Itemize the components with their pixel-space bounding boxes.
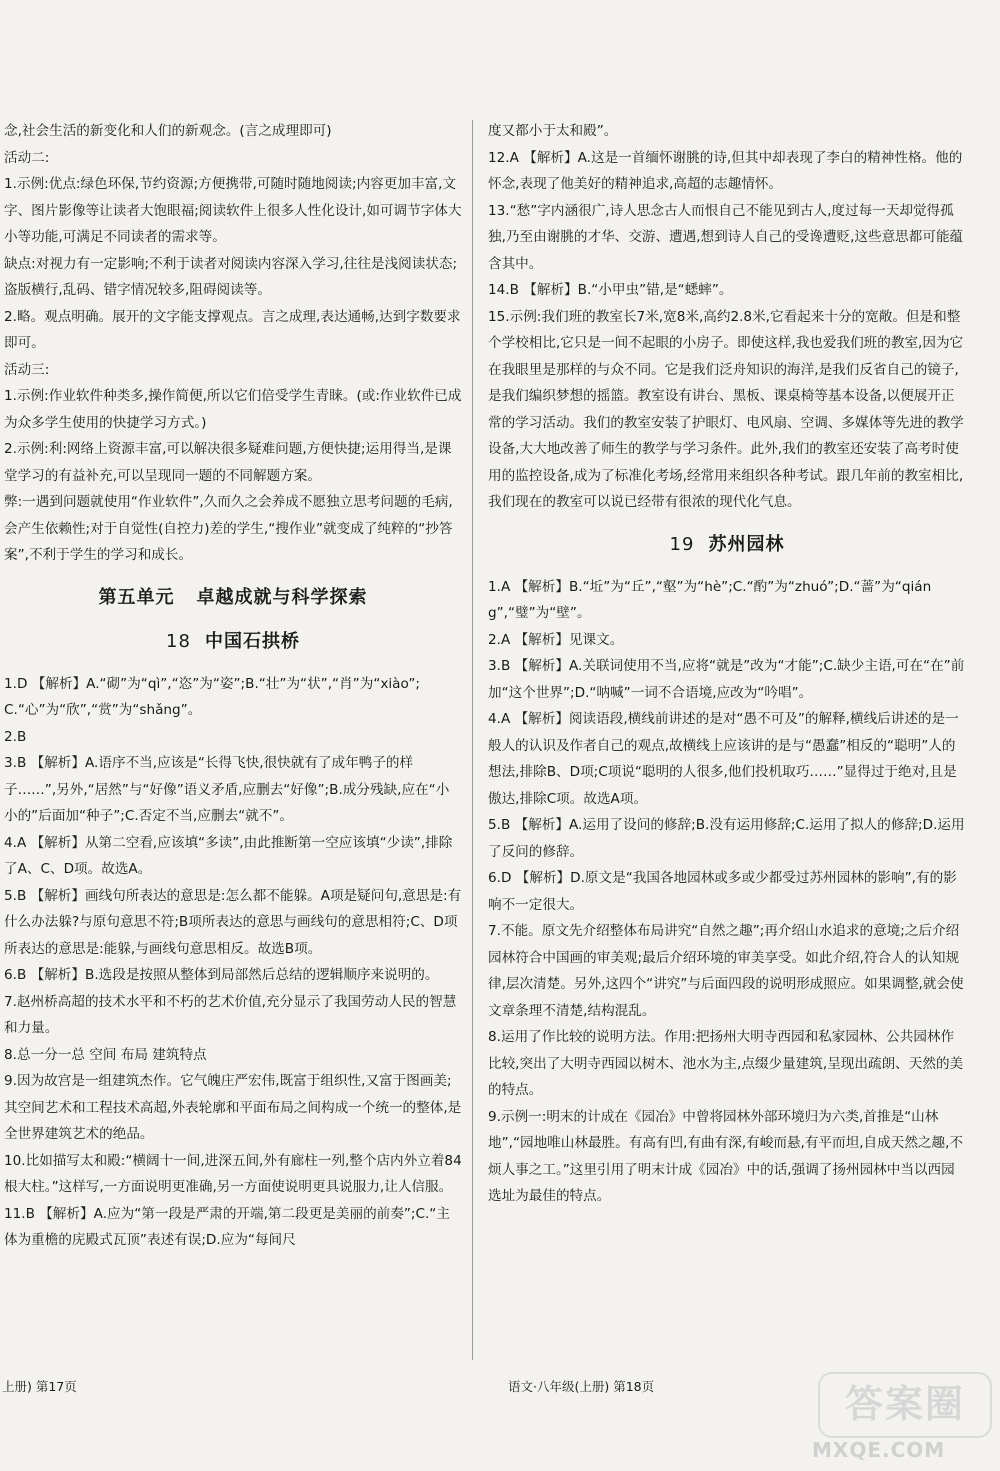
footer-left-page-label: 上册) 第17页 [2,1379,77,1394]
answer-paragraph: 8.运用了作比较的说明方法。作用:把扬州大明寺西园和私家园林、公共园林作比较,突出了大明寺西园以树木、池水为主,点缀少量建筑,呈现出疏朗、天然的美的特点。 [488,1029,964,1098]
answer-paragraph: 11.B 【解析】A.应为“第一段是严肃的开端,第二段更是美丽的前奏”;C.“主体为重檐的庑殿式瓦顶”表述有误;D.应为“每间尺 [4,1205,450,1248]
answer-paragraph: 2.B [4,728,27,745]
answer-paragraph: 缺点:对视力有一定影响;不利于读者对阅读内容深入学习,往往是浅阅读状态;盗版横行,乱码、错字情况较多,阻碍阅读等。 [4,255,458,298]
right-text-block-b [488,574,966,1210]
answer-paragraph: 活动三: [4,361,50,378]
watermark-logo: 答案圈 [818,1372,992,1438]
answer-paragraph: 3.B 【解析】A.语序不当,应该是“长得飞快,很快就有了成年鸭子的样子……”,另外,“居然”与“好像”语义矛盾,应删去“好像”;B.成分残缺,应在“小小的”后面加“种子”;C.否定不当,应删去“就不”。 [4,755,450,824]
answer-paragraph: 6.B 【解析】B.选段是按照从整体到局部然后总结的逻辑顺序来说明的。 [4,967,439,983]
lesson-number: 18 [166,630,191,652]
watermark-url: MXQE.COM [812,1438,946,1462]
answer-paragraph: 15.示例:我们班的教室长7米,宽8米,高约2.8米,它看起来十分的宽敞。但是和整个学校相比,它只是一间不起眼的小房子。即使这样,我也爱我们班的教室,因为它在我眼里是那样的与众不同。它是我们泛舟知识的海洋,是我们反省自己的镜子,是我们编织梦想的摇篮。教室设有讲台、黑板、课桌椅等基本设备,以便展开正常的学习活动。我们的教室安装了护眼灯、电风扇、空调、多媒体等先进的教学设备,大大地改善了师生的教学与学习条件。此外,我们的教室还安装了高考时使用的监控设备,成为了标准化考场,经常用来组织各种考试。跟几年前的教室相比,我们现在的教室可以说已经带有很浓的现代化气息。 [488,308,964,510]
answer-paragraph: 念,社会生活的新变化和人们的新观念。(言之成理即可) [4,123,332,139]
answer-paragraph: 4.A 【解析】阅读语段,横线前讲述的是对“愚不可及”的解释,横线后讲述的是一般人的认识及作者自己的观点,故横线上应该讲的是与“愚蠢”相反的“聪明”人的想法,排除B、D项;C项说“聪明的人很多,他们投机取巧……”显得过于绝对,且是傲达,排除C项。故选A项。 [488,711,959,807]
answer-paragraph: 活动二: [4,149,50,166]
answer-paragraph: 4.A 【解析】从第二空看,应该填“多读”,由此推断第一空应该填“少读”,排除了A、C、D项。故选A。 [4,834,453,877]
answer-paragraph: 1.示例:优点:绿色环保,节约资源;方便携带,可随时随地阅读;内容更加丰富,文字、图片影像等让读者大饱眼福;阅读软件上很多人性化设计,如可调节字体大小等功能,可满足不同读者的需求等。 [4,176,462,245]
column-divider [472,120,473,1360]
answer-paragraph: 6.D 【解析】D.原文是“我国各地园林或多或少都受过苏州园林的影响”,有的影响不一定很大。 [488,870,957,913]
left-column [4,118,462,1254]
answer-paragraph: 14.B 【解析】B.“小甲虫”错,是“蟋蟀”。 [488,282,733,298]
answer-paragraph: 度又都小于太和殿”。 [488,123,618,139]
unit-number: 第五单元 [98,586,175,608]
answer-paragraph: 9.因为故宫是一组建筑杰作。它气魄庄严宏伟,既富于组织性,又富于图画美;其空间艺术和工程技术高超,外表轮廓和平面布局之间构成一个统一的整体,是全世界建筑艺术的绝品。 [4,1073,462,1142]
answer-paragraph: 2.示例:利:网络上资源丰富,可以解决很多疑难问题,方便快捷;运用得当,是课堂学习的有益补充,可以呈现同一题的不同解题方案。 [4,441,452,484]
lesson-19-heading [488,530,966,560]
unit-heading [4,583,462,613]
left-text-block-b [4,671,462,1254]
footer-right-page-label: 语文·八年级(上册) 第18页 [508,1379,655,1394]
answer-paragraph: 7.不能。原文先介绍整体布局讲究“自然之趣”;再介绍山水追求的意境;之后介绍园林符合中国画的审美观;最后介绍环境的审美享受。如此介绍,符合人的认知规律,层次清楚。另外,这四个“讲究”与后面四段的说明形成照应。如果调整,就会使文章条理不清楚,结构混乱。 [488,923,964,1019]
right-text-block-a [488,118,966,516]
lesson-title: 中国石拱桥 [204,630,300,652]
answer-paragraph: 8.总一分一总 空间 布局 建筑特点 [4,1046,207,1063]
answer-paragraph: 弊:一遇到问题就使用“作业软件”,久而久之会养成不愿独立思考问题的毛病,会产生依赖性;对于自觉性(自控力)差的学生,“搜作业”就变成了纯粹的“抄答案”,不利于学生的学习和成长。 [4,494,453,563]
answer-paragraph: 1.D 【解析】A.“砌”为“qì”,“恣”为“姿”;B.“壮”为“状”,“肖”为“xiào”;C.“心”为“欣”,“赏”为“shǎng”。 [4,675,420,718]
lesson-18-heading [4,627,462,657]
answer-paragraph: 3.B 【解析】A.关联词使用不当,应将“就是”改为“才能”;C.缺少主语,可在“在”前加“这个世界”;D.“呐喊”一词不合语境,应改为“吟唱”。 [488,658,965,701]
lesson-title: 苏州园林 [708,533,785,555]
answer-paragraph: 5.B 【解析】画线句所表达的意思是:怎么都不能躲。A项是疑问句,意思是:有什么办法躲?与原句意思不符;B项所表达的意思与画线句的意思相符;C、D项所表达的意思是:能躲,与画线句意思相反。故选B项。 [4,887,462,957]
lesson-number: 19 [669,533,695,555]
answer-paragraph: 2.A 【解析】见课文。 [488,631,624,648]
answer-paragraph: 7.赵州桥高超的技术水平和不朽的艺术价值,充分显示了我国劳动人民的智慧和力量。 [4,993,457,1036]
answer-paragraph: 2.略。观点明确。展开的文字能支撑观点。言之成理,表达通畅,达到字数要求即可。 [4,308,461,351]
answer-paragraph: 13.“愁”字内涵很广,诗人思念古人而恨自己不能见到古人,度过每一天却觉得孤独,乃至由谢朓的才华、交游、遭遇,想到诗人自己的受谗遭贬,这些意思都可能蕴含其中。 [488,202,964,272]
left-text-block-a [4,118,462,569]
answer-paragraph: 12.A 【解析】A.这是一首缅怀谢朓的诗,但其中却表现了李白的精神性格。他的怀念,表现了他美好的精神追求,高超的志趣情怀。 [488,149,963,192]
answer-paragraph: 1.示例:作业软件种类多,操作简便,所以它们倍受学生青睐。(或:作业软件已成为众多学生使用的快捷学习方式。) [4,388,462,431]
answer-paragraph: 5.B 【解析】A.运用了设问的修辞;B.没有运用修辞;C.运用了拟人的修辞;D.运用了反问的修辞。 [488,817,965,860]
unit-title: 卓越成就与科学探索 [196,586,368,608]
right-column [488,118,966,1210]
answer-paragraph: 1.A 【解析】B.“坵”为“丘”,“壑”为“hè”;C.“酌”为“zhuó”;D.“蔷”为“qiáng”,“璧”为“壁”。 [488,578,932,621]
answer-paragraph: 9.示例一:明末的计成在《园冶》中曾将园林外部环境归为六类,首推是“山林地”,“园地唯山林最胜。有高有凹,有曲有深,有峻而悬,有平而坦,自成天然之趣,不烦人事之工。”这里引用了明末计成《园冶》中的话,强调了扬州园林中当以西园选址为最佳的特点。 [488,1108,964,1204]
answer-paragraph: 10.比如描写太和殿:“横阔十一间,进深五间,外有廊柱一列,整个店内外立着84根大柱。”这样写,一方面说明更准确,另一方面使说明更具说服力,让人信服。 [4,1152,462,1195]
